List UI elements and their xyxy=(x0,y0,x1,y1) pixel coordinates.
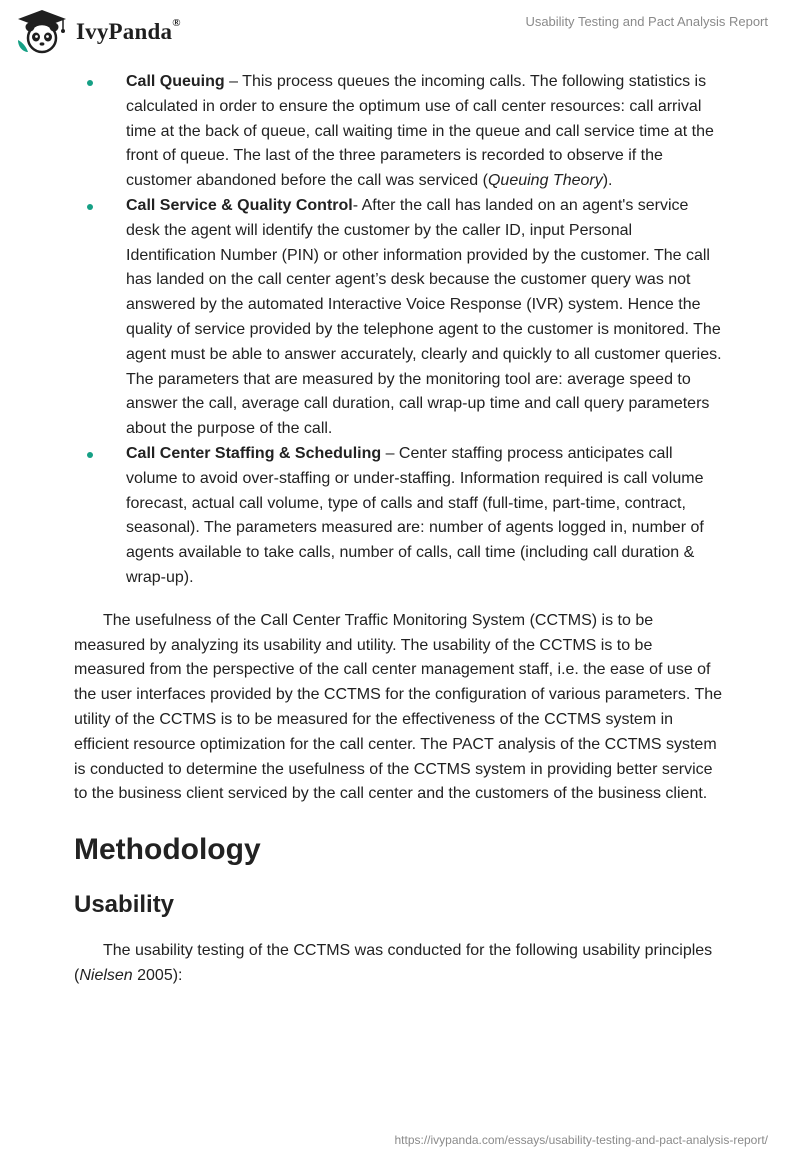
bullet-term: Call Service & Quality Control xyxy=(126,196,353,214)
bullet-dot-icon xyxy=(87,452,93,458)
list-item xyxy=(74,70,724,194)
subsection-heading-usability: Usability xyxy=(74,891,175,919)
page-header xyxy=(0,0,800,64)
bullet-text: – This process queues the incoming calls. The following statistics is calculated in order to ensure the optimum use of call center resources: call arrival time at the back of queue, call waiting time in the queue and call service time at the front of queue. The last of the three parameters is recorded to observe if the customer abandoned before the call was serviced ( xyxy=(126,73,714,190)
bullet-text: – Center staffing process anticipates call volume to avoid over-staffing or under-staffing. Information required is call volume forecast, actual call volume, type of calls and staff (full-time, part-time, contract, seasonal). The parameters measured are: number of agents logged in, number of agents available to take calls, number of calls, call time (including call duration & wrap-up). xyxy=(126,444,704,586)
section-heading-methodology: Methodology xyxy=(74,833,261,867)
citation: Queuing Theory xyxy=(487,172,603,190)
bullet-term: Call Queuing xyxy=(126,73,225,90)
panda-logo-icon xyxy=(14,8,70,56)
list-item xyxy=(74,442,724,591)
citation: Nielsen xyxy=(79,966,133,984)
bullet-dot-icon xyxy=(87,80,93,86)
bullet-term: Call Center Staffing & Scheduling xyxy=(126,444,382,462)
document-title: Usability Testing and Pact Analysis Report xyxy=(525,14,768,29)
article-body xyxy=(74,70,724,989)
brand-name: IvyPanda® xyxy=(76,17,181,44)
source-url[interactable]: https://ivypanda.com/essays/usability-testing-and-pact-analysis-report/ xyxy=(394,1133,768,1147)
body-paragraph: The usefulness of the Call Center Traffic Monitoring System (CCTMS) is to be measured by analyzing its usability and utility. The usability of the CCTMS is to be measured from the perspective of the call center management staff, i.e. the ease of use of the user interfaces provided by the CCTMS for the configuration of various parameters. The utility of the CCTMS is to be measured for the effectiveness of the CCTMS system in efficient resource optimization for the call center. The PACT analysis of the CCTMS system is conducted to determine the usefulness of the CCTMS system in providing better service to the business client serviced by the call center and the customers of the business client. xyxy=(74,611,723,803)
bullet-dot-icon xyxy=(87,204,93,210)
bullet-text-end: ). xyxy=(602,172,613,190)
body-paragraph: The usability testing of the CCTMS was conducted for the following usability principles (Nielsen 2005): xyxy=(74,942,713,984)
bullet-list xyxy=(74,70,724,591)
site-logo[interactable] xyxy=(14,8,181,56)
list-item xyxy=(74,194,724,442)
bullet-text: - After the call has landed on an agent's service desk the agent will identify the customer by the caller ID, input Personal Identification Number (PIN) or other information provided by the customer. The call has landed on the call center agent’s desk because the customer query was not answered by the automated Interactive Voice Response (IVR) system. Hence the quality of service provided by the telephone agent to the customer is monitored. The agent must be able to answer accurately, clearly and quickly to all customer queries. The parameters that are measured by the monitoring tool are: average speed to answer the call, average call duration, call wrap-up time and call query parameters about the purpose of the call. xyxy=(126,196,722,438)
